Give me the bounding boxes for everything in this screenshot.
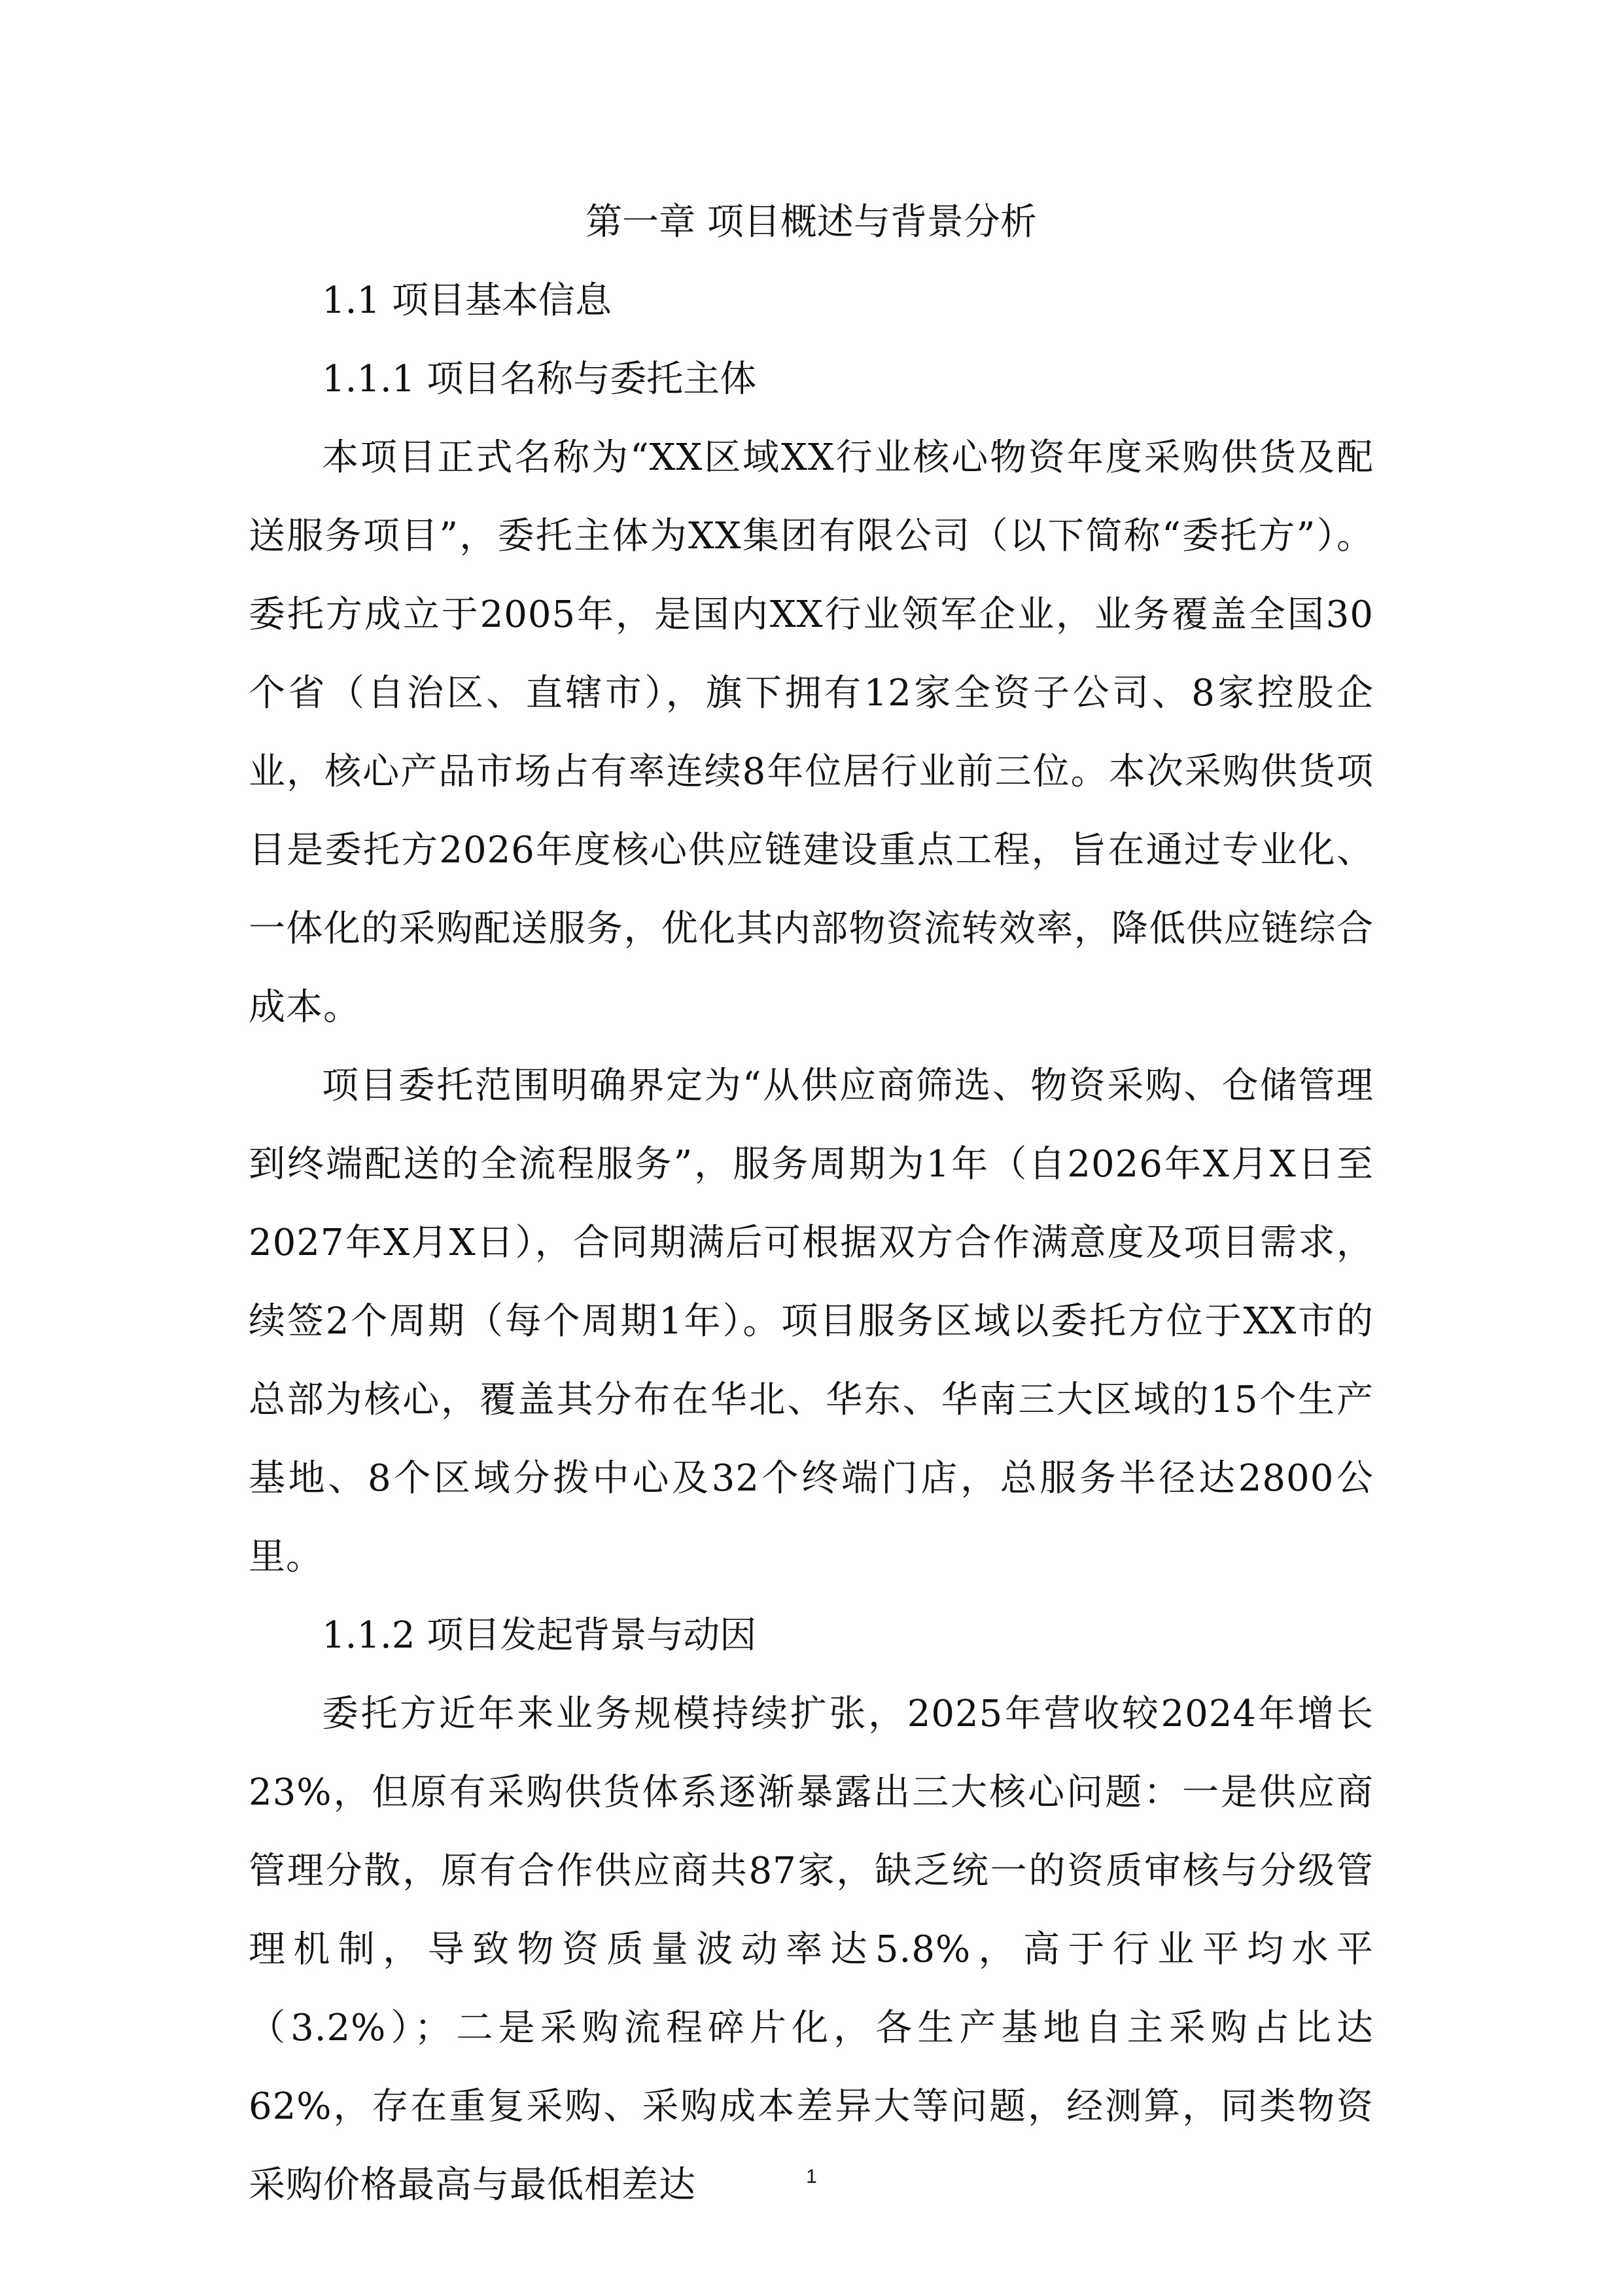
- section-heading-1-1-1: 1.1.1 项目名称与委托主体: [322, 358, 757, 400]
- paragraph-project-scope: 项目委托范围明确界定为“从供应商筛选、物资采购、仓储管理到终端配送的全流程服务”，服务周期为1年（自2026年X月X日至2027年X月X日），合同期满后可根据双方合作满意度及项目需求，续签2个周期（每个周期1年）。项目服务区域以委托方位于XX市的总部为核心，覆盖其分布在华北、华东、华南三大区域的15个生产基地、8个区域分拨中心及32个终端门店，总服务半径达2800公里。: [249, 1065, 1374, 1578]
- paragraph-project-name: 本项目正式名称为“XX区域XX行业核心物资年度采购供货及配送服务项目”，委托主体为XX集团有限公司（以下简称“委托方”）。委托方成立于2005年，是国内XX行业领军企业，业务覆盖全国30个省（自治区、直辖市），旗下拥有12家全资子公司、8家控股企业，核心产品市场占有率连续8年位居行业前三位。本次采购供货项目是委托方2026年度核心供应链建设重点工程，旨在通过专业化、一体化的采购配送服务，优化其内部物资流转效率，降低供应链综合成本。: [249, 436, 1374, 1029]
- chapter-title: 第一章 项目概述与背景分析: [585, 201, 1037, 243]
- paragraph-project-background: 委托方近年来业务规模持续扩张，2025年营收较2024年增长23%，但原有采购供货体系逐渐暴露出三大核心问题：一是供应商管理分散，原有合作供应商共87家，缺乏统一的资质审核与分级管理机制，导致物资质量波动率达5.8%，高于行业平均水平（3.2%）；二是采购流程碎片化，各生产基地自主采购占比达62%，存在重复采购、采购成本差异大等问题，经测算，同类物资采购价格最高与最低相差达: [249, 1693, 1374, 2206]
- section-heading-1-1-2: 1.1.2 项目发起背景与动因: [322, 1614, 757, 1657]
- document-body: [249, 183, 1374, 2225]
- section-heading-1-1: 1.1 项目基本信息: [322, 279, 612, 322]
- page-number: 1: [806, 2166, 817, 2187]
